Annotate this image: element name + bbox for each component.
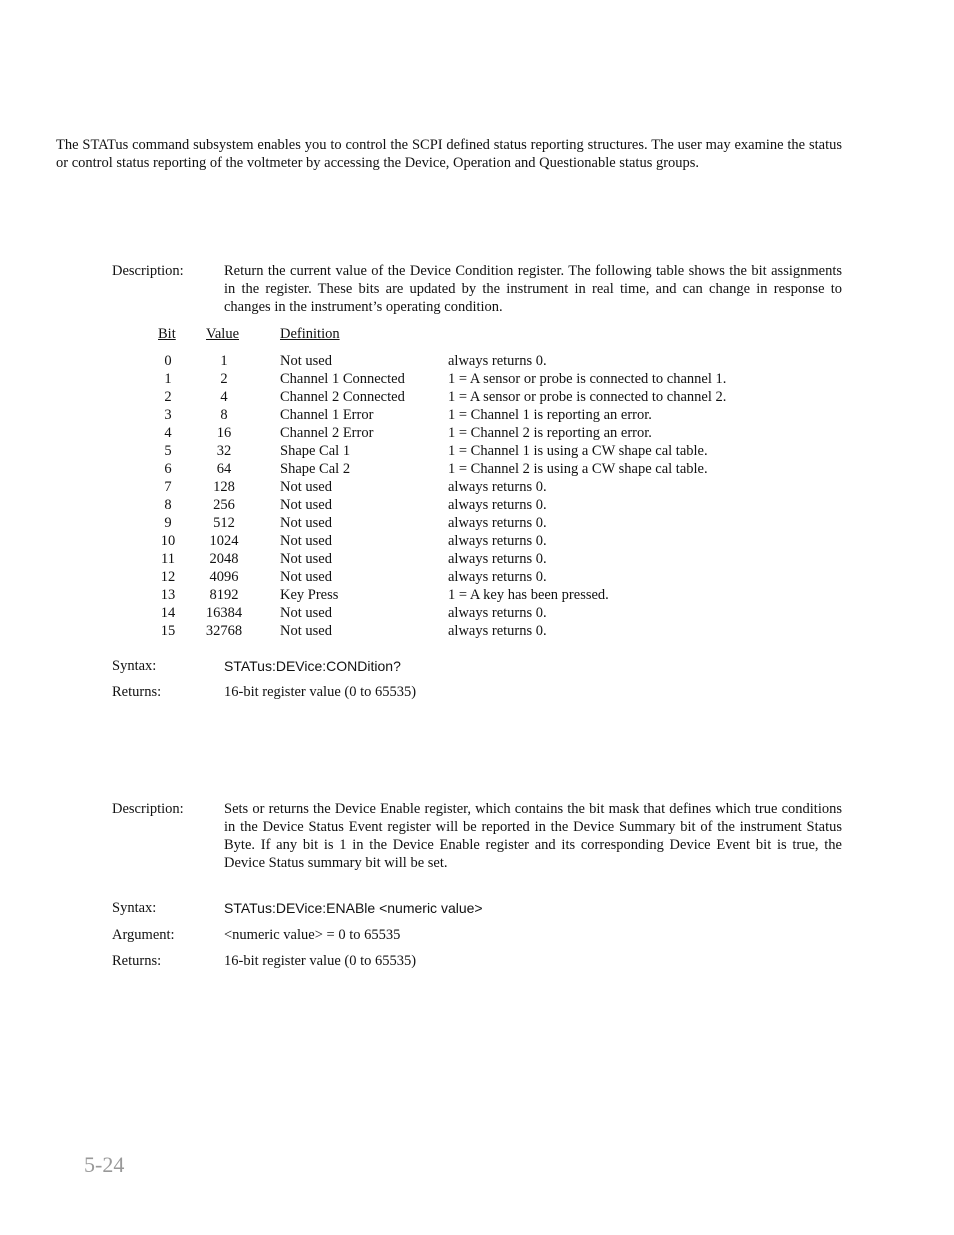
table-row (150, 496, 800, 514)
table-row (150, 586, 800, 604)
definition-cell: Not used (280, 569, 332, 585)
table-row (150, 388, 800, 406)
column-header-definition: Definition (280, 326, 340, 342)
note-cell: 1 = A sensor or probe is connected to channel 1. (448, 371, 727, 387)
table-row (150, 550, 800, 568)
table-row (150, 478, 800, 496)
note-cell: always returns 0. (448, 605, 547, 621)
value-cell: 4 (220, 389, 228, 405)
bit-cell: 9 (164, 515, 172, 531)
condition-returns: 16-bit register value (0 to 65535) (224, 684, 417, 700)
definition-cell: Channel 1 Connected (280, 371, 405, 387)
table-row (150, 406, 800, 424)
definition-cell: Not used (280, 551, 332, 567)
value-cell: 2 (220, 371, 228, 387)
table-row (150, 514, 800, 532)
definition-cell: Shape Cal 2 (280, 461, 351, 477)
note-cell: always returns 0. (448, 533, 547, 549)
page-number: 5-24 (84, 1152, 125, 1177)
enable-syntax: STATus:DEVice:ENABle <numeric value> (224, 900, 483, 916)
description-label: Description: (112, 801, 184, 817)
bit-cell: 11 (161, 551, 175, 567)
table-row (150, 442, 800, 460)
condition-syntax: STATus:DEVice:CONDition? (224, 658, 401, 674)
definition-cell: Shape Cal 1 (280, 443, 351, 459)
bit-cell: 7 (164, 479, 172, 495)
bit-cell: 15 (160, 623, 176, 639)
value-cell: 8192 (209, 587, 239, 603)
bit-cell: 10 (160, 533, 176, 549)
definition-cell: Not used (280, 353, 332, 369)
enable-description: Sets or returns the Device Enable register, which contains the bit mask that defines which true conditions in the Device Status Event register will be reported in the Device Summary bit of the instrument Status Byte. If any bit is 1 in the Device Enable register and its corresponding Device Event bit is true, the Device Status summary bit will be set. (224, 801, 842, 871)
note-cell: always returns 0. (448, 551, 547, 567)
note-cell: always returns 0. (448, 623, 547, 639)
value-cell: 16384 (205, 605, 243, 621)
value-cell: 128 (213, 479, 235, 495)
condition-description: Return the current value of the Device Condition register. The following table shows the bit assignments in the register. These bits are updated by the instrument in real time, and can change in response to changes in the instrument’s operating condition. (224, 263, 842, 315)
table-row (150, 532, 800, 550)
column-header-bit: Bit (158, 326, 176, 342)
definition-cell: Key Press (280, 587, 339, 603)
definition-cell: Not used (280, 533, 332, 549)
bit-cell: 5 (164, 443, 172, 459)
definition-cell: Not used (280, 479, 332, 495)
returns-label: Returns: (112, 953, 162, 969)
value-cell: 32 (216, 443, 232, 459)
value-cell: 4096 (209, 569, 239, 585)
bit-cell: 12 (160, 569, 176, 585)
definition-cell: Not used (280, 497, 332, 513)
note-cell: 1 = A key has been pressed. (448, 587, 609, 603)
value-cell: 256 (213, 497, 235, 513)
note-cell: 1 = Channel 1 is reporting an error. (448, 407, 652, 423)
bit-cell: 4 (164, 425, 172, 441)
note-cell: always returns 0. (448, 353, 547, 369)
syntax-label: Syntax: (112, 900, 157, 916)
definition-cell: Not used (280, 515, 332, 531)
note-cell: always returns 0. (448, 569, 547, 585)
table-row (150, 370, 800, 388)
table-row (150, 604, 800, 622)
value-cell: 1024 (209, 533, 239, 549)
note-cell: always returns 0. (448, 515, 547, 531)
definition-cell: Channel 2 Error (280, 425, 374, 441)
note-cell: 1 = Channel 1 is using a CW shape cal table. (448, 443, 708, 459)
column-header-value: Value (206, 326, 240, 342)
syntax-label: Syntax: (112, 658, 157, 674)
bit-cell: 1 (164, 371, 172, 387)
value-cell: 8 (220, 407, 228, 423)
definition-cell: Channel 2 Connected (280, 389, 405, 405)
bit-cell: 6 (164, 461, 172, 477)
note-cell: 1 = A sensor or probe is connected to channel 2. (448, 389, 727, 405)
intro-paragraph: The STATus command subsystem enables you to control the SCPI defined status reporting structures. The user may examine the status or control status reporting of the voltmeter by accessing the Device, Operation and Questionable status groups. (56, 137, 842, 171)
definition-cell: Not used (280, 623, 332, 639)
value-cell: 16 (216, 425, 232, 441)
table-row (150, 622, 800, 640)
table-row (150, 352, 800, 370)
bit-cell: 0 (164, 353, 172, 369)
bit-cell: 14 (160, 605, 176, 621)
note-cell: always returns 0. (448, 479, 547, 495)
enable-argument: <numeric value> = 0 to 65535 (224, 927, 401, 943)
value-cell: 32768 (205, 623, 243, 639)
bit-cell: 8 (164, 497, 172, 513)
table-row (150, 460, 800, 478)
argument-label: Argument: (112, 927, 175, 943)
enable-returns: 16-bit register value (0 to 65535) (224, 953, 417, 969)
bit-cell: 3 (164, 407, 172, 423)
table-row (150, 568, 800, 586)
bit-cell: 2 (164, 389, 172, 405)
description-label: Description: (112, 263, 184, 279)
note-cell: always returns 0. (448, 497, 547, 513)
bit-cell: 13 (160, 587, 176, 603)
value-cell: 512 (213, 515, 235, 531)
returns-label: Returns: (112, 684, 162, 700)
definition-cell: Not used (280, 605, 332, 621)
table-row (150, 424, 800, 442)
value-cell: 2048 (209, 551, 239, 567)
value-cell: 64 (216, 461, 232, 477)
note-cell: 1 = Channel 2 is reporting an error. (448, 425, 652, 441)
note-cell: 1 = Channel 2 is using a CW shape cal table. (448, 461, 708, 477)
definition-cell: Channel 1 Error (280, 407, 374, 423)
value-cell: 1 (220, 353, 228, 369)
